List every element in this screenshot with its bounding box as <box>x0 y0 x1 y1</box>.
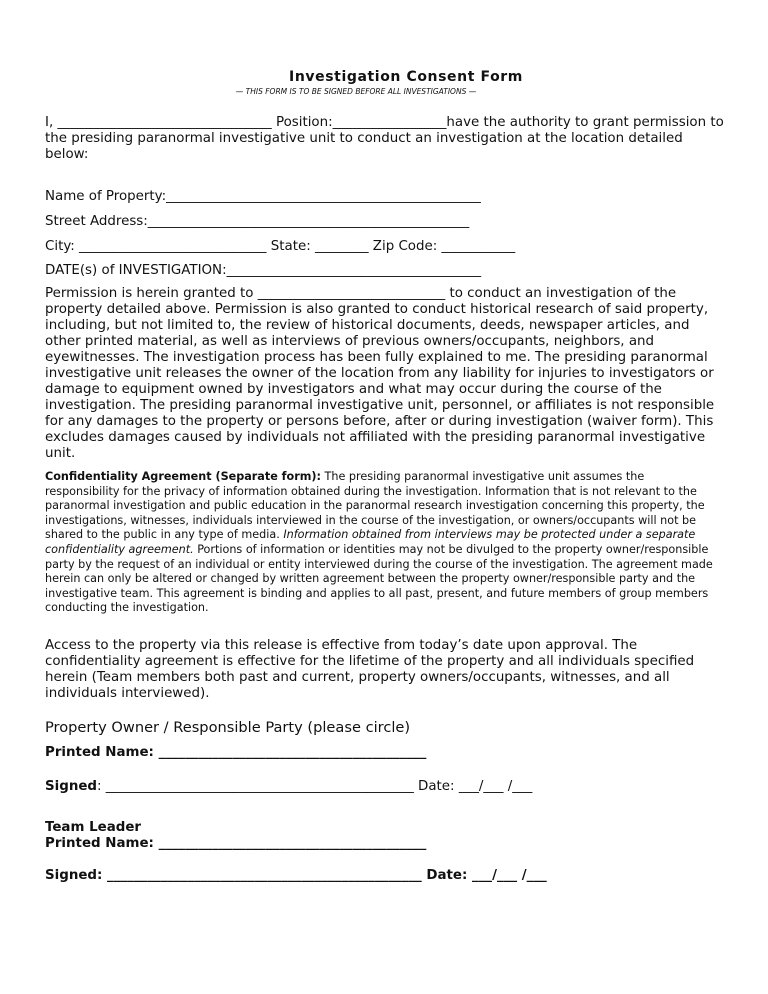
confidentiality-label: Confidentiality Agreement (Separate form): <box>45 470 321 483</box>
confidentiality-paragraph <box>45 470 721 616</box>
leader-signed-line: Signed: _______________________________________________ Date: ___/___ /___ <box>45 868 547 883</box>
access-paragraph: Access to the property via this release is effective from today’s date upon approval. The confidentiality agreement is effective for the lifetime of the property and all individuals specified herein (Team members both past and current, property owners/occupants, witnesses, and all individuals interviewed). <box>45 638 695 701</box>
owner-signed-label: Signed <box>45 779 98 794</box>
investigation-dates-field: DATE(s) of INVESTIGATION:______________________________________ <box>45 263 482 278</box>
confidentiality-text-1: The presiding paranormal investigative unit assumes the responsibility for the privacy of information obtained during the investigation. Information that is not relevant to the paranormal investigation and public education in the paranormal research investigation concerning this property, the investigations, witnesses, individuals interviewed in the course of the investigation, or owners/occupants will not be shared to the public in any type of media. <box>45 470 705 542</box>
leader-printed-name: Printed Name: ________________________________________ <box>45 836 427 851</box>
confidentiality-text-2: Portions of information or identities may not be divulged to the property owner/responsible party by the request of an individual or entity interviewed during the course of the investigation. The agreement made herein can only be altered or changed by written agreement between the property owner/responsible party and the investigative team. This agreement is binding and applies to all past, present, and future members of group members conducting the investigation. <box>45 542 713 615</box>
city-state-zip-field: City: ____________________________ State: ________ Zip Code: ___________ <box>45 239 516 254</box>
form-title: Investigation Consent Form <box>289 69 523 85</box>
owner-signed-rest: : ______________________________________________ Date: ___/___ /___ <box>97 779 533 794</box>
permission-paragraph: Permission is herein granted to ____________________________ to conduct an investigation of the property detailed above. Permission is also granted to conduct historical research of said property, including, but not limited to, the review of historical documents, deeds, newspaper articles, and other printed material, as well as interviews of previous owners/occupants, neighbors, and eyewitnesses. The investigation process has been fully explained to me. The presiding paranormal investigative unit releases the owner of the location from any liability for injuries to investigators or damage to equipment owned by investigators and what may occur during the course of the investigation. The presiding paranormal investigative unit, personnel, or affiliates is not responsible for any damages to the property or persons before, after or during investigation (waiver form). This excludes damages caused by individuals not affiliated with the presiding paranormal investigative unit. <box>45 286 715 461</box>
property-name-field: Name of Property:_______________________________________________ <box>45 189 481 204</box>
leader-heading: Team Leader <box>45 820 142 835</box>
owner-printed-name: Printed Name: ________________________________________ <box>45 745 427 760</box>
confidentiality-text-italic: Information obtained from interviews may be protected under a separate confidentiality agreement. <box>45 528 696 556</box>
form-subtitle: — THIS FORM IS TO BE SIGNED BEFORE ALL INVESTIGATIONS — <box>235 87 477 96</box>
intro-paragraph: I, ________________________________ Position:_________________have the authority to grant permission to the presiding paranormal investigative unit to conduct an investigation at the location detailed below: <box>45 115 724 162</box>
street-address-field: Street Address:________________________________________________ <box>45 214 470 229</box>
owner-heading: Property Owner / Responsible Party (please circle) <box>45 719 411 736</box>
owner-signed-line <box>45 779 532 794</box>
